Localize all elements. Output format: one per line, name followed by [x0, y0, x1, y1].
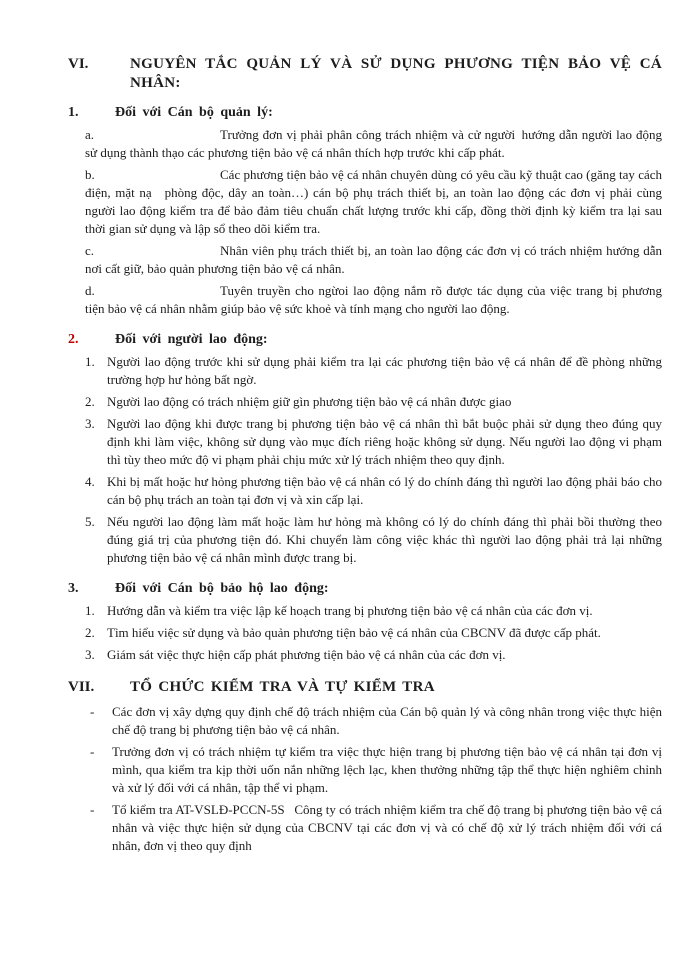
item-marker: 5.: [85, 514, 95, 529]
dash-marker: -: [90, 704, 95, 719]
list-item-b: [85, 166, 662, 238]
subsection-3-heading: [68, 580, 662, 598]
list-item: [85, 513, 662, 567]
item-marker: c.: [85, 243, 95, 258]
subsection-1-title: Đối với Cán bộ quản lý:: [115, 105, 273, 120]
item-text: Các phương tiện bảo vệ cá nhân chuyên dùng có yêu cầu kỹ thuật cao (găng tay cách điện, mặt nạ phòng độc, dây an toàn…) cán bộ phụ trách thiết bị, an toàn lao động các đơn vị phải cùng người lao động kiểm tra để bảo đảm tiêu chuẩn chất lượng trước khi cấp, đồng thời định kỳ kiểm tra lại sau thời gian sử dụng và lập sổ theo dõi kiểm tra.: [85, 167, 662, 236]
item-text: Trưởng đơn vị có trách nhiệm tự kiểm tra việc thực hiện trang bị phương tiện bảo vệ cá nhân tại đơn vị mình, qua kiểm tra kịp thời uốn nắn những lệch lạc, khen thưởng những tập thể thực hiện nghiêm chỉnh và xử lý đối với cá nhân, tập thể vi phạm.: [112, 744, 662, 795]
item-marker: a.: [85, 127, 95, 142]
item-text: Người lao động có trách nhiệm giữ gìn phương tiện bảo vệ cá nhân được giao: [107, 394, 512, 409]
list-item: [85, 646, 662, 664]
item-marker: 2.: [85, 394, 95, 409]
item-text: Các đơn vị xây dựng quy định chế độ trách nhiệm của Cán bộ quản lý và công nhân trong việc thực hiện chế độ trang bị phương tiện bảo vệ cá nhân.: [112, 704, 662, 737]
subsection-2-title: Đối với người lao động:: [115, 332, 268, 347]
section-vii-heading: [68, 678, 662, 697]
subsection-2-heading: [68, 331, 662, 349]
item-marker: 1.: [85, 603, 95, 618]
list-item: [90, 703, 662, 739]
list-item: [85, 353, 662, 389]
subsection-1-heading: [68, 104, 662, 122]
item-text: Khi bị mất hoặc hư hỏng phương tiện bảo vệ cá nhân có lý do chính đáng thì người lao động phải báo cho cán bộ phụ trách an toàn tại đơn vị và xin cấp lại.: [107, 474, 662, 507]
item-marker: d.: [85, 283, 95, 298]
item-marker: 3.: [85, 416, 95, 431]
item-text: Hướng dẫn và kiểm tra việc lập kế hoạch trang bị phương tiện bảo vệ cá nhân của các đơn vị.: [107, 603, 593, 618]
item-text: Người lao động khi được trang bị phương tiện bảo vệ cá nhân thì bắt buộc phải sử dụng theo đúng quy định khi làm việc, không sử dụng vào mục đích riêng hoặc không sử dụng. Nếu người lao động vi phạm thì tùy theo mức độ vi phạm phải chịu mức xử lý trách nhiệm theo quy định.: [107, 416, 662, 467]
section-vi-title: NGUYÊN TẮC QUẢN LÝ VÀ SỬ DỤNG PHƯƠNG TIỆN BẢO VỆ CÁ NHÂN:: [130, 56, 662, 91]
item-text: Giám sát việc thực hiện cấp phát phương tiện bảo vệ cá nhân của các đơn vị.: [107, 647, 506, 662]
subsection-3-number: 3.: [68, 581, 79, 596]
item-text: Nếu người lao động làm mất hoặc làm hư hỏng mà không có lý do chính đáng thì phải bồi thường theo đúng giá trị của phương tiện đó. Khi chuyển làm công việc khác thì người lao động phải trả lại những phương tiện bảo vệ cá nhân mình được trang bị.: [107, 514, 662, 565]
list-item: [90, 743, 662, 797]
item-text: Nhân viên phụ trách thiết bị, an toàn lao động các đơn vị có trách nhiệm hướng dẫn nơi cất giữ, bảo quản phương tiện bảo vệ cá nhân.: [85, 243, 662, 276]
item-marker: 3.: [85, 647, 95, 662]
list-item-d: [85, 282, 662, 318]
section-vi-heading: [68, 55, 662, 93]
item-marker: 1.: [85, 354, 95, 369]
list-item-c: [85, 242, 662, 278]
item-marker: 4.: [85, 474, 95, 489]
item-text: Trưởng đơn vị phải phân công trách nhiệm và cử người hướng dẫn người lao động sử dụng thành thạo các phương tiện bảo vệ cá nhân thích hợp trước khi cấp phát.: [85, 127, 662, 160]
item-marker: 2.: [85, 625, 95, 640]
list-item-a: [85, 126, 662, 162]
section-vii-number: VII.: [68, 679, 95, 695]
subsection-3-title: Đối với Cán bộ bảo hộ lao động:: [115, 581, 329, 596]
item-marker: b.: [85, 167, 95, 182]
subsection-2-number: 2.: [68, 332, 79, 347]
item-text: Tuyên truyền cho ngừoi lao động nắm rõ được tác dụng của việc trang bị phương tiện bảo vệ cá nhân nhằm giúp bảo vệ sức khoẻ và tính mạng cho người lao động.: [85, 283, 662, 316]
subsection-1-number: 1.: [68, 105, 79, 120]
list-item: [85, 473, 662, 509]
item-text: Người lao động trước khi sử dụng phải kiểm tra lại các phương tiện bảo vệ cá nhân để đề phòng những trường hợp hư hỏng bất ngờ.: [107, 354, 662, 387]
list-item: [85, 415, 662, 469]
list-item: [85, 602, 662, 620]
section-vii-title: TỔ CHỨC KIỂM TRA VÀ TỰ KIỂM TRA: [130, 679, 435, 695]
item-text: Tìm hiểu việc sử dụng và bảo quản phương tiện bảo vệ cá nhân của CBCNV đã được cấp phát.: [107, 625, 601, 640]
dash-marker: -: [90, 744, 95, 759]
list-item: [85, 393, 662, 411]
list-item: [85, 624, 662, 642]
dash-marker: -: [90, 802, 95, 817]
item-text: Tổ kiểm tra AT-VSLĐ-PCCN-5S Công ty có trách nhiệm kiểm tra chế độ trang bị phương tiện bảo vệ cá nhân và việc thực hiện sử dụng của CBCNV tại các đơn vị và có chế độ xử lý trách nhiệm đối với cá nhân, đơn vị theo quy định: [112, 802, 662, 853]
section-vi-number: VI.: [68, 56, 89, 72]
list-item: [90, 801, 662, 855]
